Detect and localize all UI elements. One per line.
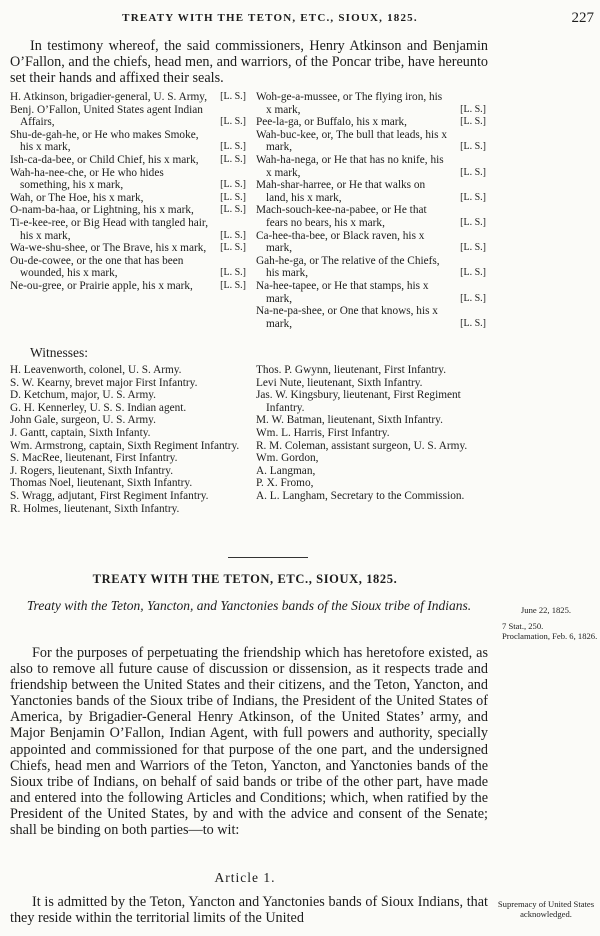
margin-note-date: June 22, 1825. <box>520 605 572 615</box>
seal-mark: [L. S.] <box>460 191 486 203</box>
seal-mark: [L. S.] <box>220 191 246 203</box>
running-header <box>0 12 600 28</box>
article-heading: Article 1. <box>214 870 276 885</box>
seal-mark: [L. S.] <box>220 153 246 165</box>
signatory-entry: Ish-ca-da-bee, or Child Chief, his x mark, [L. S.] <box>10 153 246 166</box>
witness-entry: A. Langman, <box>256 464 316 477</box>
seal-mark: [L. S.] <box>220 116 246 128</box>
treaty-subtitle: Treaty with the Teton, Yancton, and Yanctonies bands of the Sioux tribe of Indians. <box>26 598 472 613</box>
signatories-right <box>256 91 486 330</box>
signatory-entry: Benj. O’Fallon, United States agent Indian Affairs, [L. S.] <box>10 103 246 129</box>
signatory-entry: Wah-ha-nee-che, or He who hides something, his x mark, [L. S.] <box>10 166 246 192</box>
witness-entry: Wm. Gordon, <box>256 452 319 465</box>
signatory-entry: Wah-ha-nega, or He that has no knife, his x mark, [L. S.] <box>256 153 486 179</box>
witness-entry: S. W. Kearny, brevet major First Infantry. <box>10 376 198 389</box>
article-text: It is admitted by the Teton, Yancton and Yanctonies bands of Sioux Indians, that they reside within the territorial limits of the United <box>10 894 488 926</box>
witness-entry: H. Leavenworth, colonel, U. S. Army. <box>10 364 182 376</box>
signatory-entry: Mah-shar-harree, or He that walks on land, his x mark, [L. S.] <box>256 179 486 204</box>
margin-note-proclamation: Proclamation, Feb. 6, 1826. <box>502 631 598 641</box>
preamble-paragraph: For the purposes of perpetuating the friendship which has heretofore existed, as also to remove all future cause of discussion or dissension, as it respects trade and friendship between the United States and their citizens, and the Teton, Yancton, and Yanctonies bands of the Sioux tribe of Indians, the President of the United States of America, by Brigadier-General Henry Atkinson, of the United States’ army, and Major Benjamin O’Fallon, Indian Agent, with full powers and authority, specially appointed and commissioned for that purpose of the one part, and the undersigned Chiefs, head men and Warriors of the Teton, Yancton, and Yanctonies bands of the Sioux tribe of Indians, on behalf of said bands or tribe of the other part, have made and entered into the following Articles and Conditions; which, when ratified by the President of the United States, by and with the advice and consent of the Senate; shall be binding on both parties—to wit: <box>10 645 488 839</box>
witness-entry: S. MacRee, lieutenant, First Infantry. <box>10 452 178 465</box>
section-divider <box>228 557 308 558</box>
witness-entry: Jas. W. Kingsbury, lieutenant, First Regiment Infantry. <box>256 389 461 414</box>
seal-mark: [L. S.] <box>220 204 246 216</box>
margin-note-supremacy: Supremacy of United States acknowledged. <box>497 899 595 919</box>
signatory-entry: Ne-ou-gree, or Prairie apple, his x mark, [L. S.] <box>10 279 246 292</box>
witness-entry: Thos. P. Gwynn, lieutenant, First Infantry. <box>256 364 447 376</box>
signatory-entry: Gah-he-ga, or The relative of the Chiefs, his mark, [L. S.] <box>256 254 486 280</box>
witness-entry: S. Wragg, adjutant, First Regiment Infantry. <box>10 489 209 502</box>
seal-mark: [L. S.] <box>220 242 246 254</box>
witnesses-heading: Witnesses: <box>30 345 88 360</box>
witness-entry: R. Holmes, lieutenant, Sixth Infantry. <box>10 502 180 515</box>
seal-mark: [L. S.] <box>220 279 246 291</box>
witness-entry: A. L. Langham, Secretary to the Commission. <box>256 489 465 502</box>
witness-entry: G. H. Kennerley, U. S. S. Indian agent. <box>10 401 187 414</box>
signatory-entry: Na-hee-tapee, or He that stamps, his x mark, [L. S.] <box>256 279 486 305</box>
signatories-left <box>10 91 246 293</box>
witnesses-right <box>256 364 486 503</box>
witness-entry: D. Ketchum, major, U. S. Army. <box>10 389 156 402</box>
witness-entry: Thomas Noel, lieutenant, Sixth Infantry. <box>10 477 193 490</box>
witness-entry: J. Rogers, lieutenant, Sixth Infantry. <box>10 464 174 477</box>
seal-mark: [L. S.] <box>220 179 246 191</box>
seal-mark: [L. S.] <box>220 229 246 241</box>
seal-mark: [L. S.] <box>220 91 246 102</box>
seal-mark: [L. S.] <box>460 166 486 178</box>
margin-note-statute: 7 Stat., 250. <box>502 621 544 631</box>
signatory-entry: Ou-de-cowee, or the one that has been wounded, his x mark, [L. S.] <box>10 254 246 280</box>
signatory-entry: Wah-buc-kee, or, The bull that leads, his x mark, [L. S.] <box>256 128 486 154</box>
seal-mark: [L. S.] <box>460 216 486 228</box>
seal-mark: [L. S.] <box>460 141 486 153</box>
signatory-entry: O-nam-ba-haa, or Lightning, his x mark, [L. S.] <box>10 204 246 217</box>
signatory-entry: Wa-we-shu-shee, or The Brave, his x mark, [L. S.] <box>10 242 246 255</box>
witness-entry: Wm. L. Harris, First Infantry. <box>256 426 390 439</box>
seal-mark: [L. S.] <box>460 103 486 115</box>
witness-entry: John Gale, surgeon, U. S. Army. <box>10 414 156 427</box>
signatory-entry: H. Atkinson, brigadier-general, U. S. Army, [L. S.] <box>10 91 246 103</box>
testimony-paragraph: In testimony whereof, the said commissioners, Henry Atkinson and Benjamin O’Fallon, and the chiefs, head men, and warriors, of the Poncar tribe, have hereunto set their hands and affixed their seals. <box>10 38 488 86</box>
seal-mark: [L. S.] <box>220 141 246 153</box>
page-number: 227 <box>571 10 594 26</box>
witness-entry: R. M. Coleman, assistant surgeon, U. S. Army. <box>256 439 468 452</box>
witness-entry: J. Gantt, captain, Sixth Infanty. <box>10 426 151 439</box>
signatory-entry: Pee-la-ga, or Buffalo, his x mark, [L. S.] <box>256 116 486 129</box>
running-header-title: TREATY WITH THE TETON, ETC., SIOUX, 1825. <box>122 12 418 24</box>
signatory-entry: Shu-de-gah-he, or He who makes Smoke, his x mark, [L. S.] <box>10 128 246 154</box>
seal-mark: [L. S.] <box>460 242 486 254</box>
witness-entry: Levi Nute, lieutenant, Sixth Infantry. <box>256 376 423 389</box>
signatory-entry: Na-ne-pa-shee, or One that knows, his x mark, [L. S.] <box>256 305 486 330</box>
signatory-entry: Woh-ge-a-mussee, or The flying iron, his x mark, [L. S.] <box>256 91 486 116</box>
signatory-entry: Wah, or The Hoe, his x mark, [L. S.] <box>10 191 246 204</box>
seal-mark: [L. S.] <box>460 267 486 279</box>
seal-mark: [L. S.] <box>460 317 486 329</box>
witness-entry: Wm. Armstrong, captain, Sixth Regiment Infantry. <box>10 439 240 452</box>
signatory-entry: Ca-hee-tha-bee, or Black raven, his x mark, [L. S.] <box>256 229 486 255</box>
treaty-title: TREATY WITH THE TETON, ETC., SIOUX, 1825. <box>92 572 398 586</box>
seal-mark: [L. S.] <box>220 267 246 279</box>
witness-entry: M. W. Batman, lieutenant, Sixth Infantry. <box>256 414 443 427</box>
seal-mark: [L. S.] <box>460 116 486 128</box>
witness-entry: P. X. Fromo, <box>256 477 314 490</box>
seal-mark: [L. S.] <box>460 292 486 304</box>
signatory-entry: Mach-souch-kee-na-pabee, or He that fears no bears, his x mark, [L. S.] <box>256 204 486 229</box>
witnesses-left <box>10 364 246 515</box>
signatory-entry: Ti-e-kee-ree, or Big Head with tangled hair, his x mark, [L. S.] <box>10 216 246 242</box>
